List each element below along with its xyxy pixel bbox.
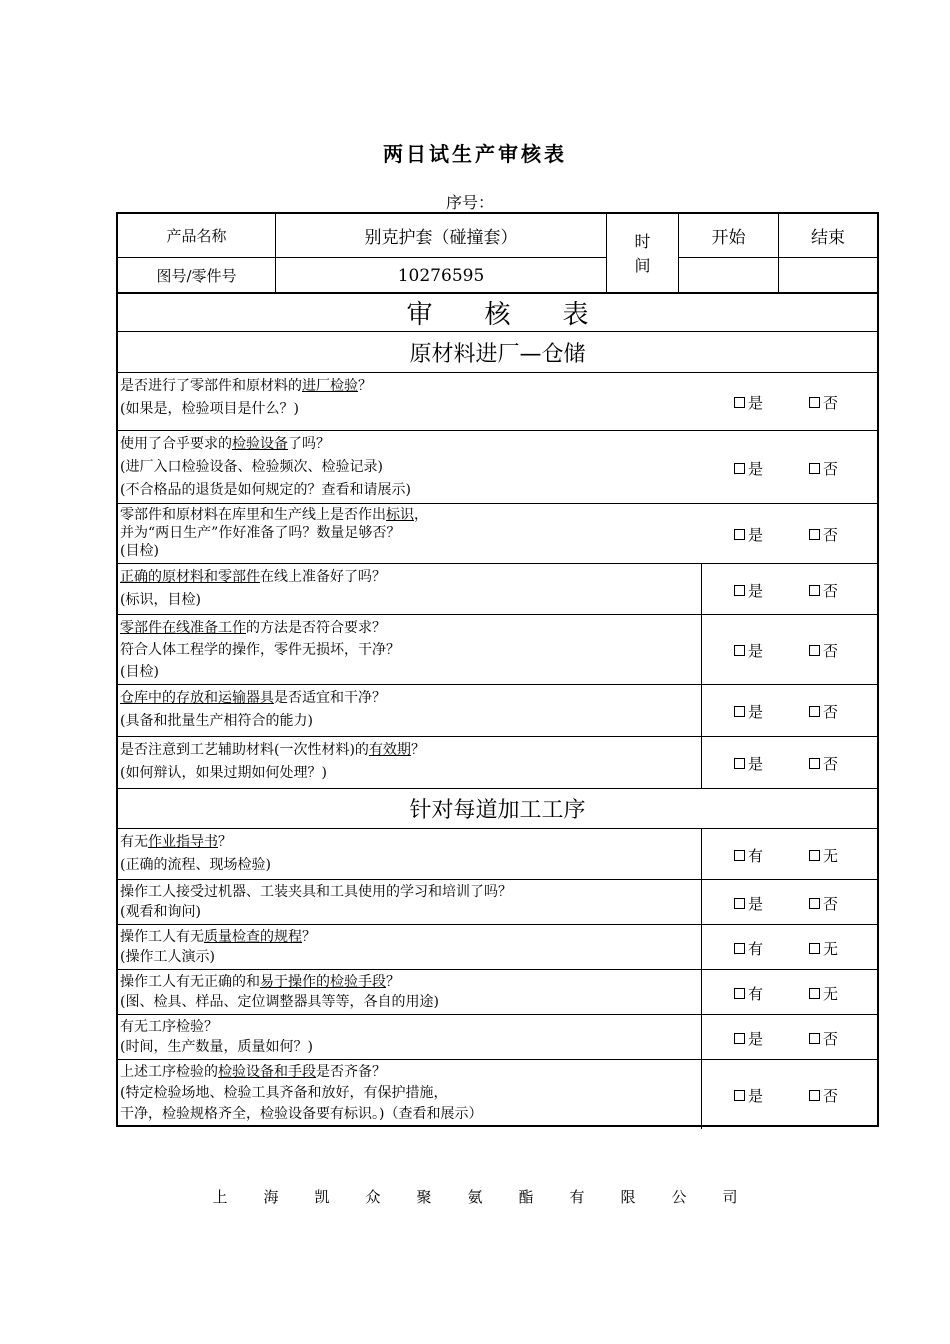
option-yes-checkbox[interactable]: 是: [734, 524, 763, 545]
column-divider: [701, 970, 702, 1014]
option-yes-checkbox[interactable]: 是: [734, 893, 763, 914]
column-divider: [701, 829, 702, 879]
checklist-question: 零部件在线准备工作的方法是否符合要求？ 符合人体工程学的操作，零件无损坏，干净？ (目检): [120, 620, 400, 680]
checkbox-icon[interactable]: [809, 850, 820, 861]
company-name-char: 海: [263, 1188, 279, 1206]
checkbox-icon[interactable]: [734, 943, 745, 954]
column-divider: [701, 564, 702, 614]
checkbox-icon[interactable]: [734, 645, 745, 656]
checkbox-icon[interactable]: [809, 706, 820, 717]
end-time-field[interactable]: [779, 258, 877, 293]
company-name-char: 凯: [314, 1188, 330, 1206]
checklist-row: [118, 504, 877, 564]
checkbox-icon[interactable]: [734, 1033, 745, 1044]
checkbox-icon[interactable]: [809, 1033, 820, 1044]
option-no-checkbox[interactable]: 无: [809, 938, 838, 959]
company-name-char: 限: [620, 1188, 636, 1206]
option-no-checkbox[interactable]: 否: [809, 640, 838, 661]
checkbox-icon[interactable]: [734, 988, 745, 999]
option-no-checkbox[interactable]: 否: [809, 524, 838, 545]
option-no-checkbox[interactable]: 否: [809, 753, 838, 774]
option-no-checkbox[interactable]: 否: [809, 458, 838, 479]
column-divider: [701, 685, 702, 736]
page-title: 两日试生产审核表: [383, 142, 567, 166]
company-name-char: 上: [212, 1188, 228, 1206]
option-no-checkbox[interactable]: 否: [809, 1085, 838, 1106]
checkbox-icon[interactable]: [734, 850, 745, 861]
start-time-field[interactable]: [679, 258, 778, 293]
checklist-row: [118, 431, 877, 504]
column-divider: [701, 880, 702, 924]
option-no-checkbox[interactable]: 否: [809, 701, 838, 722]
checklist-question: 有无工序检验？ (时间，生产数量，质量如何？): [120, 1019, 313, 1055]
option-no-checkbox[interactable]: 否: [809, 1028, 838, 1049]
option-yes-checkbox[interactable]: 是: [734, 580, 763, 601]
column-divider: [701, 1015, 702, 1059]
option-no-checkbox[interactable]: 无: [809, 845, 838, 866]
checklist-row: [118, 373, 877, 431]
checklist-question: 操作工人有无质量检查的规程？ (操作工人演示): [120, 929, 316, 965]
product-name-label: 产品名称: [166, 227, 227, 245]
checklist-row: [118, 615, 877, 685]
checkbox-icon[interactable]: [734, 1090, 745, 1101]
header-table: [116, 212, 879, 293]
serial-number-label: 序号：: [446, 193, 495, 212]
checkbox-icon[interactable]: [734, 585, 745, 596]
checkbox-icon[interactable]: [809, 988, 820, 999]
column-divider: [701, 1060, 702, 1129]
part-number-label: 图号/零件号: [156, 267, 237, 285]
checkbox-icon[interactable]: [734, 706, 745, 717]
checklist-row: [118, 1015, 877, 1060]
option-no-checkbox[interactable]: 无: [809, 983, 838, 1004]
option-yes-checkbox[interactable]: 是: [734, 1085, 763, 1106]
audit-table: [116, 292, 879, 1127]
checkbox-icon[interactable]: [809, 1090, 820, 1101]
product-name-value: 别克护套（碰撞套）: [364, 228, 518, 248]
checklist-row: [118, 1060, 877, 1129]
option-no-checkbox[interactable]: 否: [809, 580, 838, 601]
option-yes-checkbox[interactable]: 是: [734, 1028, 763, 1049]
option-yes-checkbox[interactable]: 有: [734, 938, 763, 959]
checkbox-icon[interactable]: [809, 529, 820, 540]
checkbox-icon[interactable]: [734, 758, 745, 769]
checklist-question: 是否注意到工艺辅助材料(一次性材料)的有效期？ (如何辩认，如果过期如何处理？): [120, 742, 425, 781]
checkbox-icon[interactable]: [734, 463, 745, 474]
option-yes-checkbox[interactable]: 是: [734, 458, 763, 479]
option-yes-checkbox[interactable]: 是: [734, 701, 763, 722]
option-yes-checkbox[interactable]: 是: [734, 753, 763, 774]
checkbox-icon[interactable]: [809, 397, 820, 408]
checklist-row: [118, 880, 877, 925]
company-name-char: 公: [671, 1188, 687, 1206]
checklist-question: 上述工序检验的检验设备和手段是否齐备？ (特定检验场地、检验工具齐备和放好，有保护措施， 干净，检验规格齐全，检验设备要有标识。)（查看和展示）: [120, 1064, 483, 1122]
checklist-row: [118, 829, 877, 880]
option-yes-checkbox[interactable]: 是: [734, 392, 763, 413]
checkbox-icon[interactable]: [809, 645, 820, 656]
company-name-char: 众: [365, 1188, 381, 1206]
checklist-question: 零部件和原材料在库里和生产线上是否作出标识， 并为“两日生产”作好准备了吗？数量足够否？ (目检): [120, 507, 428, 559]
checklist-row: [118, 970, 877, 1015]
start-label: 开始: [711, 228, 746, 248]
option-no-checkbox[interactable]: 否: [809, 893, 838, 914]
section-raw-material-title: 原材料进厂—仓储: [118, 332, 877, 373]
column-divider: [701, 615, 702, 684]
checkbox-icon[interactable]: [734, 898, 745, 909]
checklist-question: 仓库中的存放和运输器具是否适宜和干净？ (具备和批量生产相符合的能力): [120, 690, 386, 729]
end-label: 结束: [811, 228, 845, 248]
section-process-title: 针对每道加工工序: [118, 789, 877, 829]
option-yes-checkbox[interactable]: 是: [734, 640, 763, 661]
company-name: [0, 1186, 950, 1207]
audit-table-title: 审 核 表: [118, 294, 877, 332]
company-name-char: 氨: [467, 1188, 483, 1206]
company-name-char: 司: [722, 1188, 738, 1206]
part-number-value: 10276595: [397, 265, 485, 286]
checkbox-icon[interactable]: [809, 898, 820, 909]
checklist-question: 有无作业指导书？ (正确的流程、现场检验): [120, 834, 271, 873]
checklist-question: 操作工人接受过机器、工装夹具和工具使用的学习和培训了吗？ (观看和询问): [120, 884, 512, 920]
option-no-checkbox[interactable]: 否: [809, 392, 838, 413]
column-divider: [701, 737, 702, 788]
checkbox-icon[interactable]: [809, 758, 820, 769]
option-yes-checkbox[interactable]: 有: [734, 983, 763, 1004]
checklist-question: 正确的原材料和零部件在线上准备好了吗？ (标识，目检): [120, 569, 386, 608]
checkbox-icon[interactable]: [809, 463, 820, 474]
company-name-char: 酯: [518, 1188, 534, 1206]
checklist-question: 是否进行了零部件和原材料的进厂检验？ (如果是，检验项目是什么？): [120, 378, 372, 417]
column-divider: [701, 925, 702, 969]
company-name-char: 聚: [416, 1188, 432, 1206]
checkbox-icon[interactable]: [809, 585, 820, 596]
time-label: 时 间: [634, 231, 651, 275]
checkbox-icon[interactable]: [809, 943, 820, 954]
checklist-row: [118, 737, 877, 789]
company-name-char: 有: [569, 1188, 585, 1206]
checkbox-icon[interactable]: [734, 529, 745, 540]
checklist-row: [118, 925, 877, 970]
option-yes-checkbox[interactable]: 有: [734, 845, 763, 866]
checklist-row: [118, 685, 877, 737]
checklist-question: 使用了合乎要求的检验设备了吗？ (进厂入口检验设备、检验频次、检验记录) (不合格品的退货是如何规定的？查看和请展示): [120, 436, 411, 498]
checkbox-icon[interactable]: [734, 397, 745, 408]
checklist-question: 操作工人有无正确的和易于操作的检验手段？ (图、检具、样品、定位调整器具等等，各自的用途): [120, 974, 439, 1010]
checklist-row: [118, 564, 877, 615]
